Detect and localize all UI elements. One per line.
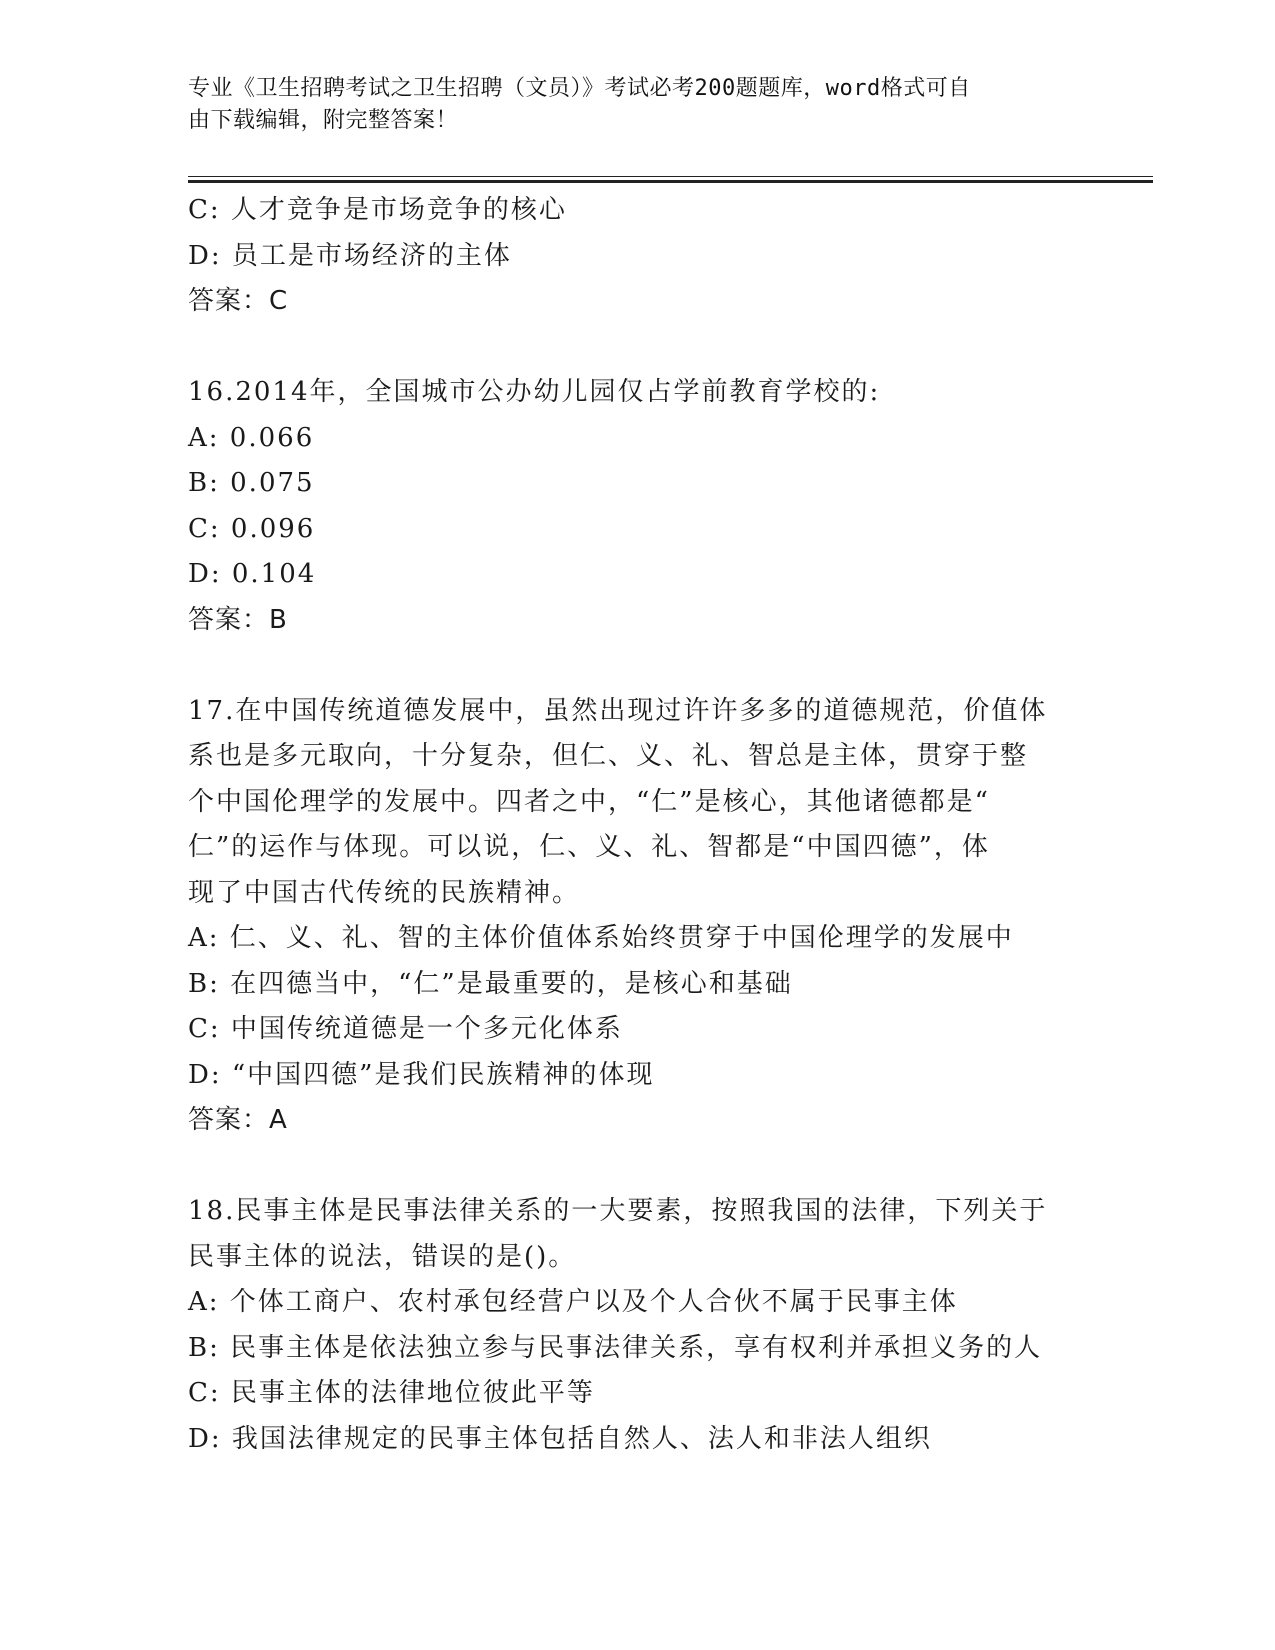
question-16-answer: 答案：B — [188, 604, 288, 635]
question-16-stem: 16.2014年，全国城市公办幼儿园仅占学前教育学校的: — [188, 377, 881, 407]
spacer — [188, 643, 1088, 689]
question-17-stem-line-5: 现了中国古代传统的民族精神。 — [188, 877, 581, 908]
document-header — [188, 73, 1068, 137]
question-17-option-a: A: 仁、义、礼、智的主体价值体系始终贯穿于中国伦理学的发展中 — [188, 923, 1014, 953]
question-18-option-a: A: 个体工商户、农村承包经营户以及个人合伙不属于民事主体 — [188, 1287, 958, 1317]
question-17-stem-line-3: 个中国伦理学的发展中。四者之中，“仁”是核心，其他诸德都是“ — [188, 786, 990, 817]
question-17-stem-line-4: 仁”的运作与体现。可以说，仁、义、礼、智都是“中国四德”，体 — [188, 832, 990, 862]
spacer — [188, 325, 1088, 371]
header-rule-thin — [188, 176, 1153, 177]
question-16-option-c: C: 0.096 — [188, 513, 316, 544]
question-17-option-d: D: “中国四德”是我们民族精神的体现 — [188, 1059, 655, 1090]
question-18-option-d: D: 我国法律规定的民事主体包括自然人、法人和非法人组织 — [188, 1423, 932, 1454]
prev-answer: 答案：C — [188, 286, 289, 316]
question-16-option-d: D: 0.104 — [188, 559, 317, 589]
spacer — [188, 1144, 1088, 1190]
question-18-stem-line-1: 18.民事主体是民事法律关系的一大要素，按照我国的法律，下列关于 — [188, 1196, 1048, 1226]
prev-option-d: D: 员工是市场经济的主体 — [188, 240, 512, 271]
question-17 — [188, 689, 1088, 1144]
question-18-option-b: B: 民事主体是依法独立参与民事法律关系，享有权利并承担义务的人 — [188, 1332, 1043, 1363]
question-18 — [188, 1189, 1088, 1462]
header-line-1: 专业《卫生招聘考试之卫生招聘（文员）》考试必考200题题库，word格式可自 — [188, 76, 971, 101]
question-17-stem-line-2: 系也是多元取向，十分复杂，但仁、义、礼、智总是主体，贯穿于整 — [188, 741, 1029, 771]
question-18-stem-line-2: 民事主体的说法，错误的是()。 — [188, 1241, 577, 1272]
question-16 — [188, 370, 1088, 643]
question-17-option-c: C: 中国传统道德是一个多元化体系 — [188, 1014, 623, 1044]
prev-option-c: C: 人才竞争是市场竞争的核心 — [188, 195, 567, 225]
question-16-option-a: A: 0.066 — [188, 422, 315, 453]
question-18-option-c: C: 民事主体的法律地位彼此平等 — [188, 1378, 595, 1408]
question-17-stem-line-1: 17.在中国传统道德发展中，虽然出现过许许多多的道德规范，价值体 — [188, 695, 1048, 726]
header-line-2: 由下载编辑，附完整答案！ — [188, 108, 459, 133]
header-rule-thick — [188, 180, 1153, 183]
question-16-option-b: B: 0.075 — [188, 468, 315, 498]
question-17-option-b: B: 在四德当中，“仁”是最重要的，是核心和基础 — [188, 968, 793, 999]
question-content — [188, 188, 1088, 1462]
question-17-answer: 答案：A — [188, 1105, 288, 1135]
